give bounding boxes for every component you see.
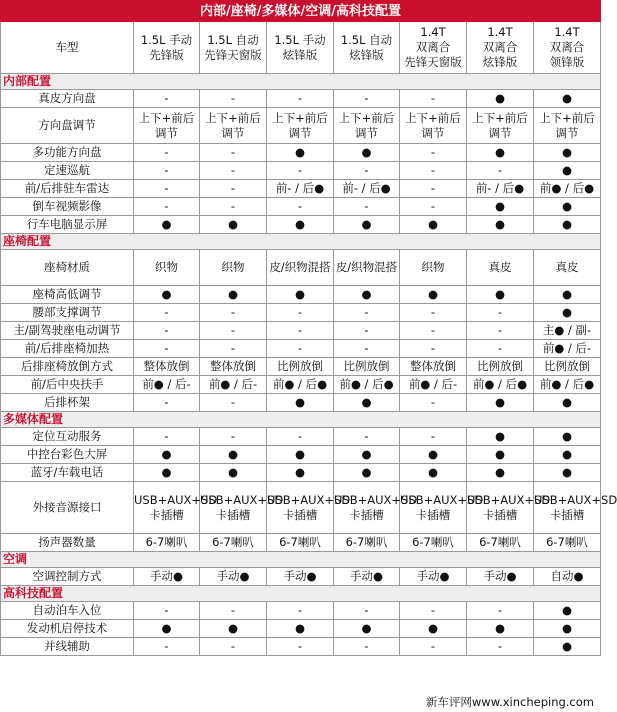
- spec-value: ●: [534, 144, 601, 162]
- spec-value: USB+AUX+SD卡插槽: [134, 482, 200, 534]
- spec-value: 前- / 后●: [334, 180, 400, 198]
- spec-value: 比例放倒: [467, 358, 534, 376]
- spec-value: -: [200, 198, 267, 216]
- spec-row: [1, 464, 601, 482]
- spec-row: [1, 90, 601, 108]
- footer-cell: [1, 656, 601, 678]
- spec-value: ●: [534, 394, 601, 412]
- spec-label: 前/后排座椅加热: [1, 340, 134, 358]
- spec-value: ●: [534, 620, 601, 638]
- spec-label: 座椅材质: [1, 250, 134, 286]
- spec-value: 上下+前后调节: [267, 108, 334, 144]
- spec-value: -: [467, 340, 534, 358]
- spec-value: ●: [334, 144, 400, 162]
- trim-header: [200, 22, 267, 74]
- spec-value: -: [400, 162, 467, 180]
- spec-value: -: [134, 144, 200, 162]
- spec-row: [1, 358, 601, 376]
- spec-value: 手动●: [200, 568, 267, 586]
- spec-value: 上下+前后调节: [334, 108, 400, 144]
- spec-value: -: [134, 304, 200, 322]
- spec-value: -: [467, 162, 534, 180]
- trim-header: [534, 22, 601, 74]
- trim-header: [467, 22, 534, 74]
- spec-value: 上下+前后调节: [534, 108, 601, 144]
- spec-value: -: [134, 428, 200, 446]
- spec-row: [1, 286, 601, 304]
- spec-value: 比例放倒: [334, 358, 400, 376]
- spec-row: [1, 216, 601, 234]
- spec-value: ●: [534, 638, 601, 656]
- spec-value: 自动●: [534, 568, 601, 586]
- spec-label: 自动泊车入位: [1, 602, 134, 620]
- spec-value: -: [400, 340, 467, 358]
- spec-row: [1, 162, 601, 180]
- spec-row: [1, 394, 601, 412]
- spec-value: -: [200, 162, 267, 180]
- spec-label: 主/副驾驶座电动调节: [1, 322, 134, 340]
- spec-row: [1, 250, 601, 286]
- spec-value: 前● / 后●: [334, 376, 400, 394]
- trim-header-line: 领锋版: [549, 55, 585, 69]
- spec-value: 上下+前后调节: [467, 108, 534, 144]
- spec-value: -: [134, 602, 200, 620]
- spec-value: ●: [400, 446, 467, 464]
- spec-value: 手动●: [467, 568, 534, 586]
- spec-row: [1, 446, 601, 464]
- spec-label: 后排座椅放倒方式: [1, 358, 134, 376]
- spec-value: ●: [467, 464, 534, 482]
- trim-header-line: 1.5L 自动: [340, 32, 393, 47]
- spec-value: 整体放倒: [200, 358, 267, 376]
- trim-header-line: 炫锋版: [282, 47, 318, 62]
- spec-value: ●: [534, 602, 601, 620]
- spec-value: -: [134, 638, 200, 656]
- spec-value: -: [334, 602, 400, 620]
- spec-value: -: [134, 394, 200, 412]
- spec-value: 前● / 后-: [400, 376, 467, 394]
- spec-value: -: [334, 162, 400, 180]
- spec-value: -: [134, 180, 200, 198]
- table-title: 内部/座椅/多媒体/空调/高科技配置: [1, 1, 601, 22]
- spec-value: 6-7喇叭: [534, 534, 601, 552]
- spec-label: 前/后中央扶手: [1, 376, 134, 394]
- spec-value: -: [400, 394, 467, 412]
- spec-value: -: [267, 638, 334, 656]
- spec-value: -: [467, 304, 534, 322]
- spec-value: -: [334, 304, 400, 322]
- trim-header-line: 双离合: [549, 40, 585, 54]
- spec-label: 定速巡航: [1, 162, 134, 180]
- spec-value: -: [400, 304, 467, 322]
- spec-label: 发动机启停技术: [1, 620, 134, 638]
- spec-value: -: [267, 602, 334, 620]
- spec-label: 外接音源接口: [1, 482, 134, 534]
- section-title: 内部配置: [1, 74, 601, 90]
- spec-value: -: [134, 90, 200, 108]
- trim-header-line: 双离合: [415, 40, 451, 54]
- trim-header-line: 1.4T: [554, 25, 580, 39]
- spec-value: -: [334, 638, 400, 656]
- spec-value: 整体放倒: [400, 358, 467, 376]
- spec-value: 6-7喇叭: [467, 534, 534, 552]
- spec-value: ●: [534, 162, 601, 180]
- spec-value: 6-7喇叭: [200, 534, 267, 552]
- spec-label: 行车电脑显示屏: [1, 216, 134, 234]
- spec-row: [1, 304, 601, 322]
- trim-header-line: 炫锋版: [482, 55, 518, 69]
- spec-value: -: [200, 304, 267, 322]
- trim-header-line: 1.4T: [420, 25, 446, 39]
- spec-value: -: [334, 198, 400, 216]
- trim-header-line: 1.5L 手动: [274, 32, 326, 47]
- spec-label: 定位互动服务: [1, 428, 134, 446]
- spec-value: 6-7喇叭: [334, 534, 400, 552]
- spec-value: 比例放倒: [267, 358, 334, 376]
- spec-value: ●: [467, 620, 534, 638]
- spec-value: ●: [267, 464, 334, 482]
- spec-value: 整体放倒: [134, 358, 200, 376]
- spec-value: 前● / 后-: [200, 376, 267, 394]
- spec-value: ●: [400, 286, 467, 304]
- spec-row: [1, 376, 601, 394]
- spec-value: 前● / 后●: [267, 376, 334, 394]
- spec-value: 前● / 后-: [534, 340, 601, 358]
- spec-row: [1, 198, 601, 216]
- title-row: [1, 1, 601, 22]
- section-title: 空调: [1, 552, 601, 568]
- trim-header: [134, 22, 200, 74]
- spec-value: 手动●: [400, 568, 467, 586]
- section-header: [1, 74, 601, 90]
- section-header: [1, 234, 601, 250]
- spec-value: USB+AUX+SD卡插槽: [200, 482, 267, 534]
- trim-header-line: 先锋天窗版: [404, 55, 462, 69]
- spec-value: 前● / 后●: [467, 376, 534, 394]
- spec-row: [1, 620, 601, 638]
- spec-value: ●: [334, 394, 400, 412]
- trim-header-line: 先锋版: [149, 47, 184, 62]
- spec-value: ●: [200, 464, 267, 482]
- spec-row: [1, 482, 601, 534]
- spec-value: USB+AUX+SD卡插槽: [334, 482, 400, 534]
- spec-value: ●: [467, 216, 534, 234]
- spec-value: 比例放倒: [534, 358, 601, 376]
- spec-value: -: [334, 322, 400, 340]
- spec-value: 前- / 后●: [467, 180, 534, 198]
- spec-value: ●: [467, 428, 534, 446]
- spec-value: ●: [334, 464, 400, 482]
- spec-value: ●: [200, 446, 267, 464]
- trim-header-line: 1.4T: [487, 25, 513, 39]
- watermark-credit: 新车评网www.xincheping.com: [425, 695, 594, 709]
- spec-value: -: [267, 90, 334, 108]
- spec-value: 真皮: [467, 250, 534, 286]
- spec-value: ●: [334, 216, 400, 234]
- spec-value: -: [400, 180, 467, 198]
- spec-value: -: [200, 394, 267, 412]
- spec-value: -: [267, 304, 334, 322]
- spec-value: 上下+前后调节: [200, 108, 267, 144]
- spec-value: ●: [134, 216, 200, 234]
- spec-value: 前- / 后●: [267, 180, 334, 198]
- section-header: [1, 586, 601, 602]
- trim-header: [267, 22, 334, 74]
- spec-value: -: [400, 428, 467, 446]
- spec-value: -: [267, 162, 334, 180]
- spec-value: -: [267, 340, 334, 358]
- spec-value: ●: [267, 144, 334, 162]
- spec-value: ●: [467, 144, 534, 162]
- spec-value: -: [334, 90, 400, 108]
- spec-value: ●: [267, 216, 334, 234]
- spec-value: 织物: [200, 250, 267, 286]
- spec-value: ●: [534, 304, 601, 322]
- spec-value: 前● / 后-: [134, 376, 200, 394]
- spec-value: -: [200, 428, 267, 446]
- spec-value: USB+AUX+SD卡插槽: [534, 482, 601, 534]
- spec-value: ●: [267, 286, 334, 304]
- spec-value: -: [400, 322, 467, 340]
- spec-value: ●: [334, 446, 400, 464]
- section-header: [1, 552, 601, 568]
- spec-value: 主● / 副-: [534, 322, 601, 340]
- spec-value: -: [334, 428, 400, 446]
- spec-value: 前● / 后●: [534, 180, 601, 198]
- spec-value: ●: [534, 446, 601, 464]
- spec-value: ●: [400, 216, 467, 234]
- spec-value: USB+AUX+SD卡插槽: [400, 482, 467, 534]
- spec-value: ●: [534, 90, 601, 108]
- footer-spacer: [1, 656, 601, 678]
- spec-value: ●: [534, 286, 601, 304]
- section-title: 高科技配置: [1, 586, 601, 602]
- spec-value: -: [200, 638, 267, 656]
- spec-value: 上下+前后调节: [400, 108, 467, 144]
- model-header: 车型: [1, 22, 134, 74]
- spec-row: [1, 108, 601, 144]
- spec-value: -: [267, 198, 334, 216]
- spec-value: ●: [467, 446, 534, 464]
- spec-value: 6-7喇叭: [400, 534, 467, 552]
- spec-value: -: [400, 638, 467, 656]
- trim-header: [334, 22, 400, 74]
- spec-value: -: [134, 162, 200, 180]
- spec-value: USB+AUX+SD卡插槽: [467, 482, 534, 534]
- spec-value: 皮/织物混搭: [267, 250, 334, 286]
- trim-header-line: 1.5L 手动: [140, 32, 193, 47]
- spec-value: -: [134, 322, 200, 340]
- trim-header: [400, 22, 467, 74]
- spec-row: [1, 428, 601, 446]
- spec-value: ●: [134, 286, 200, 304]
- spec-value: -: [467, 322, 534, 340]
- spec-value: 6-7喇叭: [267, 534, 334, 552]
- spec-label: 多功能方向盘: [1, 144, 134, 162]
- trim-header-line: 双离合: [482, 40, 518, 54]
- spec-row: [1, 144, 601, 162]
- header-row: [1, 22, 601, 74]
- spec-value: -: [400, 144, 467, 162]
- spec-value: ●: [334, 620, 400, 638]
- section-title: 多媒体配置: [1, 412, 601, 428]
- spec-value: ●: [534, 216, 601, 234]
- spec-value: ●: [467, 198, 534, 216]
- spec-value: -: [267, 428, 334, 446]
- spec-value: -: [134, 198, 200, 216]
- spec-value: 手动●: [334, 568, 400, 586]
- spec-value: -: [200, 90, 267, 108]
- spec-value: ●: [400, 620, 467, 638]
- spec-value: ●: [134, 446, 200, 464]
- spec-value: 手动●: [267, 568, 334, 586]
- spec-value: ●: [134, 464, 200, 482]
- spec-value: 皮/织物混搭: [334, 250, 400, 286]
- spec-value: -: [400, 198, 467, 216]
- spec-value: USB+AUX+SD卡插槽: [267, 482, 334, 534]
- spec-value: -: [200, 180, 267, 198]
- spec-value: 织物: [400, 250, 467, 286]
- spec-value: ●: [534, 198, 601, 216]
- spec-value: 真皮: [534, 250, 601, 286]
- spec-label: 腰部支撑调节: [1, 304, 134, 322]
- spec-row: [1, 638, 601, 656]
- spec-value: ●: [467, 90, 534, 108]
- spec-row: [1, 180, 601, 198]
- spec-value: -: [467, 638, 534, 656]
- spec-value: -: [134, 340, 200, 358]
- spec-label: 扬声器数量: [1, 534, 134, 552]
- spec-label: 中控台彩色大屏: [1, 446, 134, 464]
- spec-label: 后排杯架: [1, 394, 134, 412]
- spec-value: ●: [200, 216, 267, 234]
- section-title: 座椅配置: [1, 234, 601, 250]
- spec-row: [1, 322, 601, 340]
- spec-value: ●: [400, 464, 467, 482]
- spec-value: 上下+前后调节: [134, 108, 200, 144]
- spec-value: -: [200, 322, 267, 340]
- spec-value: ●: [267, 446, 334, 464]
- spec-row: [1, 340, 601, 358]
- spec-value: -: [400, 602, 467, 620]
- spec-value: -: [200, 144, 267, 162]
- spec-value: ●: [467, 394, 534, 412]
- spec-label: 方向盘调节: [1, 108, 134, 144]
- spec-value: ●: [534, 464, 601, 482]
- spec-label: 前/后排驻车雷达: [1, 180, 134, 198]
- spec-label: 并线辅助: [1, 638, 134, 656]
- spec-label: 座椅高低调节: [1, 286, 134, 304]
- spec-label: 倒车视频影像: [1, 198, 134, 216]
- spec-value: ●: [134, 620, 200, 638]
- spec-value: ●: [200, 286, 267, 304]
- spec-value: -: [200, 602, 267, 620]
- spec-row: [1, 534, 601, 552]
- spec-value: -: [267, 322, 334, 340]
- spec-row: [1, 568, 601, 586]
- spec-value: -: [400, 90, 467, 108]
- spec-value: 6-7喇叭: [134, 534, 200, 552]
- trim-header-line: 炫锋版: [349, 47, 384, 62]
- spec-value: -: [467, 602, 534, 620]
- trim-header-line: 1.5L 自动: [207, 32, 259, 47]
- spec-value: -: [200, 340, 267, 358]
- spec-value: 前● / 后●: [534, 376, 601, 394]
- spec-value: 手动●: [134, 568, 200, 586]
- section-header: [1, 412, 601, 428]
- spec-label: 蓝牙/车载电话: [1, 464, 134, 482]
- spec-value: ●: [534, 428, 601, 446]
- spec-value: ●: [267, 620, 334, 638]
- spec-value: -: [334, 340, 400, 358]
- spec-value: ●: [334, 286, 400, 304]
- spec-value: ●: [200, 620, 267, 638]
- spec-value: ●: [267, 394, 334, 412]
- spec-value: ●: [467, 286, 534, 304]
- spec-label: 空调控制方式: [1, 568, 134, 586]
- trim-header-line: 先锋天窗版: [204, 47, 262, 62]
- spec-label: 真皮方向盘: [1, 90, 134, 108]
- spec-row: [1, 602, 601, 620]
- spec-value: 织物: [134, 250, 200, 286]
